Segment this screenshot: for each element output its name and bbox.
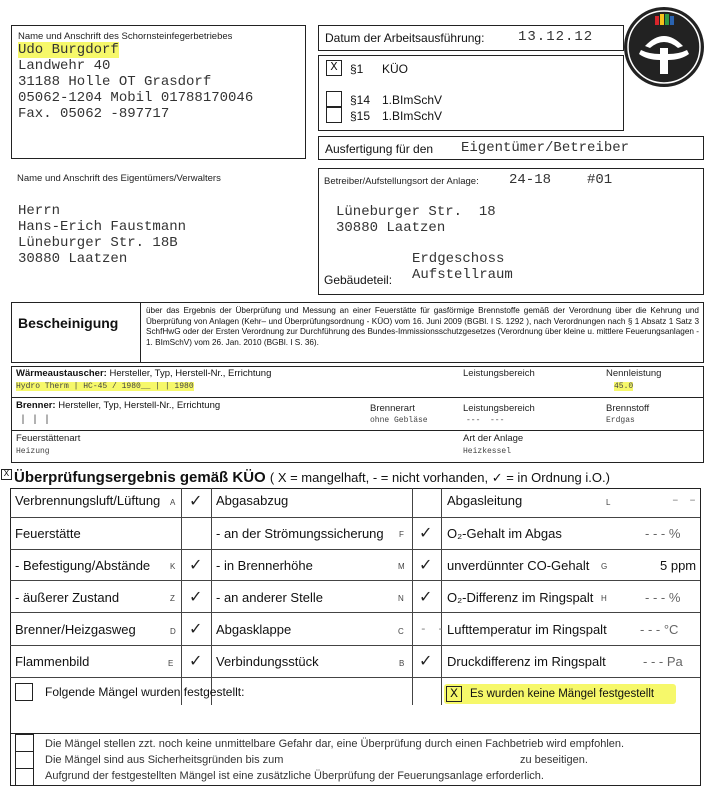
heat-exchanger-label-rest: Hersteller, Typ, Herstell-Nr., Errichtung	[106, 368, 272, 379]
paragraph-2-checkbox[interactable]	[326, 91, 342, 107]
row-line-3	[10, 580, 700, 581]
copy-label: Ausfertigung für den	[325, 142, 434, 156]
row5-c2: Abgasklappe	[216, 622, 292, 637]
row3-s2: M	[398, 562, 405, 571]
plant-label: Art der Anlage	[463, 433, 524, 444]
row2-c1: Feuerstätte	[15, 526, 81, 541]
footer-line-2a: Die Mängel sind aus Sicherheitsgründen bis zum	[45, 754, 284, 766]
results-mark: X	[1, 469, 12, 480]
fireplace-label: Feuerstättenart	[16, 433, 81, 444]
row4-c2: - an anderer Stelle	[216, 590, 323, 605]
owner-label: Name und Anschrift des Eigentümers/Verwalters	[17, 173, 221, 184]
heat-exchanger-value: Hydro Therm | HC-45 / 1980__ | | 1980	[16, 382, 194, 391]
chimney-sweep-city: 31188 Holle OT Grasdorf	[18, 74, 212, 90]
certificate-divider	[140, 302, 141, 363]
burner-label	[16, 400, 220, 411]
site-city: 30880 Laatzen	[336, 220, 446, 236]
footer-checkbox-2[interactable]	[15, 751, 34, 769]
row2-k2: ✓	[419, 525, 433, 542]
row4-k1: ✓	[189, 589, 203, 606]
row5-s1: D	[170, 627, 176, 636]
row1-c3: Abgasleitung	[447, 493, 523, 508]
burner-fuel-label: Brennstoff	[606, 403, 650, 414]
row-line-2	[10, 549, 700, 550]
row4-s2: N	[398, 594, 404, 603]
row3-c2: - in Brennerhöhe	[216, 558, 313, 573]
guild-logo	[623, 6, 705, 88]
site-unit: #01	[587, 172, 613, 188]
row-line-4	[10, 612, 700, 613]
row6-c2: Verbindungsstück	[216, 654, 319, 669]
owner-address	[18, 203, 186, 267]
certificate-title: Bescheinigung	[18, 315, 119, 331]
burner-label-bold: Brenner:	[16, 400, 56, 411]
paragraph-3-checkbox[interactable]	[326, 107, 342, 123]
site-room-label: Gebäudeteil:	[324, 273, 393, 287]
site-label: Betreiber/Aufstellungsort der Anlage:	[324, 176, 479, 187]
row3-c1: - Befestigung/Abstände	[15, 558, 151, 573]
site-room: Aufstellraum	[412, 267, 513, 283]
row1-c2: Abgasabzug	[216, 493, 289, 508]
row5-c1: Brenner/Heizgasweg	[15, 622, 136, 637]
col-divider-2	[211, 488, 212, 705]
owner-salutation: Herrn	[18, 203, 61, 219]
paragraph-3-value: 1.BImSchV	[382, 109, 443, 123]
chimney-sweep-label: Name und Anschrift des Schornsteinfegerbetriebes	[18, 31, 233, 42]
fireplace-divider	[11, 430, 704, 431]
chimney-sweep-address	[18, 42, 253, 122]
row6-s1: E	[168, 659, 174, 668]
results-legend: ( X = mangelhaft, - = nicht vorhanden, ✓ = in Ordnung i.O.)	[269, 470, 610, 485]
defects-found-label: Folgende Mängel wurden festgestellt:	[45, 685, 245, 699]
owner-city: 30880 Laatzen	[18, 251, 128, 267]
row3-c3: unverdünnter CO-Gehalt	[447, 558, 590, 573]
fireplace-value: Heizung	[16, 447, 50, 456]
heat-exchanger-label-bold: Wärmeaustauscher:	[16, 368, 107, 379]
row1-v3: – –	[672, 495, 698, 507]
row1-s1: A	[170, 498, 176, 507]
row4-c1: - äußerer Zustand	[15, 590, 120, 605]
paragraph-1-checkbox[interactable]: X	[326, 60, 342, 76]
row4-s1: Z	[170, 594, 175, 603]
heat-exchanger-nominal-value: 45.0	[614, 382, 634, 391]
row1-k1: ✓	[189, 493, 203, 510]
row6-s2: B	[399, 659, 405, 668]
row3-v3: 5 ppm	[660, 558, 697, 573]
row3-k2: ✓	[419, 557, 433, 574]
chimney-sweep-street: Landwehr 40	[18, 58, 111, 74]
owner-street: Lüneburger Str. 18B	[18, 235, 178, 251]
row-line-6	[10, 677, 700, 678]
row6-c3: Druckdifferenz im Ringspalt	[447, 654, 606, 669]
row3-s1: K	[170, 562, 176, 571]
paragraph-2-value: 1.BImSchV	[382, 93, 443, 107]
results-title-bold: Überprüfungsergebnis gemäß KÜO	[14, 469, 266, 486]
paragraph-1-label: §1	[350, 62, 364, 76]
equipment-divider	[11, 397, 704, 398]
date-value: 13.12.12	[518, 29, 594, 45]
burner-range-value: --- ---	[466, 416, 505, 425]
col-divider-1	[181, 488, 182, 705]
defects-found-checkbox[interactable]	[15, 683, 33, 701]
row1-c1: Verbrennungsluft/Lüftung	[15, 493, 161, 508]
site-id: 24-18	[509, 172, 552, 188]
row4-c3: O₂-Differenz im Ringspalt	[447, 590, 594, 605]
row3-k1: ✓	[189, 557, 203, 574]
no-defects-label: Es wurden keine Mängel festgestellt	[470, 688, 655, 700]
burner-type-value: ohne Gebläse	[370, 416, 428, 425]
certificate-text: über das Ergebnis der Überprüfung und Messung an einer Feuerstätte für gasförmige Brennstoffe gemäß der Verordnung über die Kehrung und Überprüfung von Anlagen (Kehr– und Überprüfungsordnung - KÜO) vom 16. Juni 2009 (BGBl. I S. 1292 ), nach Verordnungen nach § 1 Absatz 1 Satz 3 SchfHwG oder der Ersten Verordnung zur Durchführung des Bundes-Immissionsschutzgesetzes (Verordnung über kleine u. mittlere Feuerungsanlagen - 1. BImSchV) vom 26. Jan. 2010 (BGBl. I S. 36).	[146, 306, 699, 347]
footer-line-1: Die Mängel stellen zzt. noch keine unmittelbare Gefahr dar, eine Überprüfung durch einen Fachbetrieb wird empfohlen.	[45, 738, 625, 750]
row2-c3: O₂-Gehalt im Abgas	[447, 526, 562, 541]
footer-checkbox-3[interactable]	[15, 768, 34, 786]
row6-k1: ✓	[189, 653, 203, 670]
row4-v3: - - - %	[645, 590, 681, 605]
paragraph-2-label: §14	[350, 93, 371, 107]
row3-s3: G	[601, 562, 608, 571]
col-divider-3	[412, 488, 413, 705]
site-street: Lüneburger Str. 18	[336, 204, 496, 220]
no-defects-checkbox[interactable]: X	[446, 686, 462, 702]
row-line-1	[10, 517, 700, 518]
site-floor: Erdgeschoss	[412, 251, 505, 267]
row2-s2: F	[399, 530, 404, 539]
burner-fuel-value: Erdgas	[606, 416, 635, 425]
row4-s3: H	[601, 594, 607, 603]
heat-exchanger-range-label: Leistungsbereich	[463, 368, 535, 379]
col-divider-4	[441, 488, 442, 705]
row6-c1: Flammenbild	[15, 654, 90, 669]
heat-exchanger-label	[16, 368, 271, 379]
paragraph-3-label: §15	[350, 109, 371, 123]
footer-line-3: Aufgrund der festgestellten Mängel ist eine zusätzliche Überprüfung der Feuerungsanlage erforderlich.	[45, 770, 544, 782]
row1-s3: L	[606, 498, 611, 507]
row2-v3: - - - %	[645, 526, 681, 541]
burner-type-label: Brennerart	[370, 403, 415, 414]
footer-checkbox-1[interactable]	[15, 734, 34, 752]
burner-range-label: Leistungsbereich	[463, 403, 535, 414]
row5-c3: Lufttemperatur im Ringspalt	[447, 622, 607, 637]
heat-exchanger-nominal-label: Nennleistung	[606, 368, 662, 379]
row5-k1: ✓	[189, 621, 203, 638]
row6-v3: - - - Pa	[643, 654, 683, 669]
row5-s2: C	[398, 627, 404, 636]
row-line-5	[10, 645, 700, 646]
chimney-sweep-fax: Fax. 05062 -897717	[18, 106, 170, 122]
row5-k2: - -	[420, 624, 446, 636]
copy-value: Eigentümer/Betreiber	[461, 140, 630, 156]
row4-k2: ✓	[419, 589, 433, 606]
burner-label-rest: Hersteller, Typ, Herstell-Nr., Errichtung	[55, 400, 221, 411]
chimney-sweep-phone: 05062-1204 Mobil 01788170046	[18, 90, 254, 106]
date-label: Datum der Arbeitsausführung:	[325, 31, 485, 45]
chimney-sweep-guild-logo-icon	[623, 6, 705, 88]
row6-k2: ✓	[419, 653, 433, 670]
row5-v3: - - - °C	[640, 622, 679, 637]
plant-value: Heizkessel	[463, 447, 512, 456]
burner-value: | | |	[20, 415, 51, 426]
equipment-box	[11, 366, 704, 463]
row2-c2: - an der Strömungssicherung	[216, 526, 384, 541]
owner-name: Hans-Erich Faustmann	[18, 219, 187, 235]
paragraph-1-value: KÜO	[382, 62, 409, 76]
footer-line-2b: zu beseitigen.	[520, 754, 588, 766]
results-title	[14, 469, 610, 486]
chimney-sweep-name: Udo Burgdorf	[18, 42, 119, 58]
